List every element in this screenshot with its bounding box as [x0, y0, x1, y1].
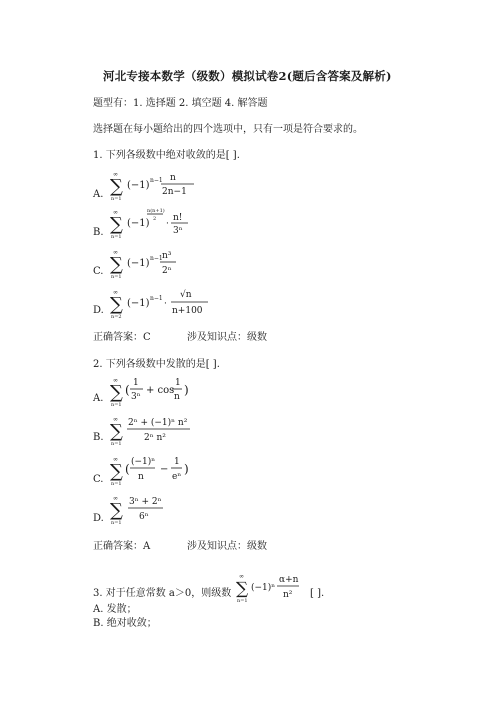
- svg-text:1: 1: [175, 378, 181, 388]
- q2-answer: 正确答案：A: [93, 541, 151, 552]
- svg-text:·: ·: [166, 219, 169, 229]
- svg-text:3ⁿ: 3ⁿ: [173, 226, 183, 236]
- svg-text:(−1): (−1): [127, 218, 150, 229]
- q2-option-a-formula: [110, 371, 210, 409]
- q2-option-c-formula: [110, 450, 210, 488]
- svg-text:∞: ∞: [113, 289, 118, 296]
- q1-stem: 1. 下列各级数中绝对收敛的是[ ].: [93, 150, 240, 161]
- svg-text:): ): [184, 462, 189, 476]
- page-title: 河北专接本数学（级数）模拟试卷2(题后含答案及解析): [103, 69, 392, 83]
- svg-text:n: n: [174, 392, 180, 402]
- svg-text:2ⁿ + (−1)ⁿ n²: 2ⁿ + (−1)ⁿ n²: [128, 418, 188, 428]
- svg-text:∑: ∑: [110, 254, 123, 275]
- svg-text:∞: ∞: [113, 249, 118, 256]
- q1-option-a-label: A.: [93, 189, 104, 200]
- svg-text:): ): [184, 383, 189, 397]
- svg-text:n−1: n−1: [150, 295, 163, 302]
- q3-option-a: A. 发散；: [93, 604, 137, 615]
- svg-text:(−1): (−1): [127, 298, 150, 309]
- svg-text:n−1: n−1: [150, 177, 163, 184]
- svg-text:2n−1: 2n−1: [162, 187, 187, 197]
- svg-text:(−1): (−1): [127, 258, 150, 269]
- svg-text:(: (: [125, 462, 130, 476]
- instructions: 选择题在每小题给出的四个选项中，只有一项是符合要求的。: [93, 124, 363, 135]
- svg-text:3ⁿ: 3ⁿ: [131, 392, 141, 402]
- svg-text:2ⁿ: 2ⁿ: [162, 266, 172, 276]
- svg-text:n=1: n=1: [111, 274, 122, 280]
- svg-text:∑: ∑: [110, 421, 123, 442]
- q1-option-b-formula: [110, 203, 200, 241]
- q2-option-d-formula: [110, 489, 200, 527]
- svg-text:∑: ∑: [110, 214, 123, 235]
- svg-text:eⁿ: eⁿ: [172, 472, 182, 482]
- svg-text:n=1: n=1: [111, 196, 122, 202]
- svg-text:6ⁿ: 6ⁿ: [139, 512, 149, 522]
- svg-text:(−1)ⁿ: (−1)ⁿ: [131, 457, 156, 467]
- svg-text:2ⁿ n²: 2ⁿ n²: [144, 433, 166, 443]
- q2-knowledge: 涉及知识点：级数: [187, 541, 267, 552]
- q3-series-formula: [236, 568, 306, 604]
- q2-stem: 2. 下列各级数中发散的是[ ].: [93, 359, 220, 370]
- svg-text:∞: ∞: [113, 495, 118, 502]
- svg-text:∑: ∑: [110, 294, 123, 315]
- q1-option-d-label: D.: [93, 305, 104, 316]
- svg-text:n(n+1): n(n+1): [147, 208, 165, 214]
- svg-text:3ⁿ + 2ⁿ: 3ⁿ + 2ⁿ: [129, 497, 162, 507]
- q2-option-a-label: A.: [93, 393, 104, 404]
- svg-text:n²: n²: [283, 590, 293, 600]
- svg-text:α+n: α+n: [279, 575, 299, 585]
- q2-option-b-label: B.: [93, 432, 104, 443]
- svg-text:∞: ∞: [113, 456, 118, 463]
- svg-text:n=1: n=1: [111, 441, 122, 447]
- q2-option-b-formula: [110, 410, 210, 448]
- q1-knowledge: 涉及知识点：级数: [187, 332, 267, 343]
- q1-option-d-formula: [110, 283, 210, 321]
- q2-option-d-label: D.: [93, 513, 104, 524]
- svg-text:1: 1: [133, 378, 139, 388]
- svg-text:+ cos: + cos: [146, 385, 175, 396]
- svg-text:n!: n!: [173, 213, 183, 223]
- svg-text:∞: ∞: [113, 377, 118, 384]
- svg-text:(−1): (−1): [127, 180, 150, 191]
- svg-text:∞: ∞: [239, 573, 244, 580]
- q1-option-c-label: C.: [93, 266, 104, 277]
- svg-text:−: −: [160, 464, 169, 475]
- svg-text:1: 1: [174, 457, 180, 467]
- q1-answer: 正确答案：C: [93, 332, 151, 343]
- svg-text:n: n: [170, 173, 176, 183]
- svg-text:n−1: n−1: [150, 255, 163, 262]
- svg-text:n: n: [138, 472, 144, 482]
- svg-text:(: (: [125, 383, 130, 397]
- svg-text:∑: ∑: [236, 579, 249, 599]
- question-types: 题型有：1. 选择题 2. 填空题 4. 解答题: [93, 98, 268, 109]
- q3-stem-before: 3. 对于任意常数 a＞0，则级数: [93, 588, 232, 599]
- svg-text:n=1: n=1: [111, 234, 122, 240]
- svg-text:∑: ∑: [110, 500, 123, 521]
- svg-text:∑: ∑: [110, 176, 123, 197]
- q1-option-c-formula: [110, 243, 200, 281]
- svg-text:n=1: n=1: [111, 520, 122, 526]
- svg-text:n³: n³: [162, 251, 172, 261]
- q1-option-a-formula: [110, 165, 200, 203]
- svg-text:n=1: n=1: [237, 598, 248, 604]
- svg-text:2: 2: [153, 216, 157, 222]
- svg-text:n=1: n=1: [111, 402, 122, 408]
- svg-text:∞: ∞: [113, 209, 118, 216]
- svg-text:∑: ∑: [110, 382, 123, 403]
- svg-text:√n: √n: [180, 290, 192, 300]
- q1-option-b-label: B.: [93, 227, 104, 238]
- svg-text:n=1: n=1: [111, 481, 122, 487]
- svg-text:n+100: n+100: [172, 306, 203, 316]
- q2-option-c-label: C.: [93, 474, 104, 485]
- svg-text:∞: ∞: [113, 171, 118, 178]
- svg-text:n=2: n=2: [111, 314, 122, 320]
- svg-text:(−1)ⁿ: (−1)ⁿ: [251, 583, 276, 593]
- svg-text:∞: ∞: [113, 416, 118, 423]
- svg-text:·: ·: [164, 299, 167, 309]
- q3-option-b: B. 绝对收敛；: [93, 618, 157, 629]
- q3-stem-after: [ ].: [310, 588, 325, 599]
- svg-text:∑: ∑: [110, 461, 123, 482]
